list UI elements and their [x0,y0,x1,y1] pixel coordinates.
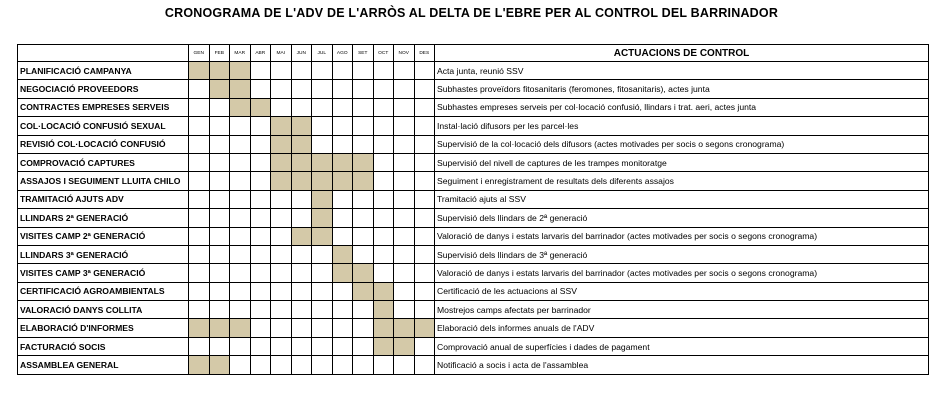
month-cell [414,245,435,263]
task-name: COL·LOCACIÓ CONFUSIÓ SEXUAL [18,117,189,135]
month-cell-active [209,356,230,374]
month-cell [414,356,435,374]
month-header: AGO [332,45,353,62]
month-cell-active [373,301,394,319]
month-header: MAR [230,45,251,62]
month-cell [230,356,251,374]
task-name: LLINDARS 2ª GENERACIÓ [18,209,189,227]
month-cell [189,282,210,300]
action-description: Seguiment i enregistrament de resultats dels diferents assajos [435,172,929,190]
month-cell [394,264,415,282]
month-cell [373,117,394,135]
month-cell [332,209,353,227]
month-cell [353,80,374,98]
month-cell [209,245,230,263]
action-description: Subhastes proveïdors fitosanitaris (feromones, fitosanitaris), actes junta [435,80,929,98]
month-cell-active [332,153,353,171]
action-description: Supervisió del nivell de captures de les trampes monitoratge [435,153,929,171]
month-cell [312,356,333,374]
month-cell [250,337,271,355]
month-cell [291,301,312,319]
month-cell [250,282,271,300]
task-name: ELABORACIÓ D'INFORMES [18,319,189,337]
month-cell [230,117,251,135]
month-cell [189,209,210,227]
month-cell [230,282,251,300]
month-cell [209,264,230,282]
month-cell [189,337,210,355]
month-cell [414,209,435,227]
table-row [18,301,929,319]
month-cell [332,337,353,355]
month-cell-active [373,319,394,337]
month-cell [414,172,435,190]
month-cell [271,301,292,319]
month-cell [209,117,230,135]
task-name: VISITES CAMP 2ª GENERACIÓ [18,227,189,245]
month-cell [291,337,312,355]
month-cell [189,135,210,153]
month-header: OCT [373,45,394,62]
month-cell [230,135,251,153]
task-name: CERTIFICACIÓ AGROAMBIENTALS [18,282,189,300]
month-cell [209,337,230,355]
action-description: Tramitació ajuts al SSV [435,190,929,208]
month-cell [250,117,271,135]
month-cell [230,153,251,171]
month-cell [312,264,333,282]
table-row [18,227,929,245]
month-cell-active [332,172,353,190]
table-row [18,282,929,300]
month-cell [271,319,292,337]
month-cell [312,80,333,98]
month-cell-active [353,172,374,190]
month-cell [291,209,312,227]
month-cell [353,337,374,355]
action-description: Instal·lació difusors per les parcel·les [435,117,929,135]
month-cell [209,153,230,171]
month-cell [291,319,312,337]
table-row [18,337,929,355]
month-cell [394,153,415,171]
month-cell [353,117,374,135]
month-cell [353,209,374,227]
table-row [18,117,929,135]
month-cell [332,301,353,319]
month-cell [271,337,292,355]
month-header: JUL [312,45,333,62]
header-row [18,45,929,62]
month-header: GEN [189,45,210,62]
month-cell [373,80,394,98]
month-cell [353,301,374,319]
month-cell [394,80,415,98]
month-cell [209,227,230,245]
table-row [18,172,929,190]
table-row [18,80,929,98]
month-cell [209,98,230,116]
task-name: VISITES CAMP 3ª GENERACIÓ [18,264,189,282]
month-cell [414,80,435,98]
month-header: DES [414,45,435,62]
month-cell [394,172,415,190]
month-cell [353,319,374,337]
month-cell [414,190,435,208]
month-cell [373,245,394,263]
month-cell-active [332,245,353,263]
action-description: Elaboració dels informes anuals de l'ADV [435,319,929,337]
action-description: Acta junta, reunió SSV [435,62,929,80]
month-cell [414,337,435,355]
month-cell [271,356,292,374]
month-cell [332,319,353,337]
month-cell [291,80,312,98]
month-cell [353,190,374,208]
month-cell [230,227,251,245]
month-cell-active [189,319,210,337]
task-name: TRAMITACIÓ AJUTS ADV [18,190,189,208]
month-cell [394,117,415,135]
month-cell [394,190,415,208]
month-cell [332,190,353,208]
month-cell [209,172,230,190]
month-cell [230,337,251,355]
month-cell [414,227,435,245]
month-cell [332,227,353,245]
table-row [18,135,929,153]
month-cell [250,190,271,208]
month-cell [230,264,251,282]
month-cell [291,98,312,116]
month-cell-active [189,356,210,374]
month-cell-active [414,319,435,337]
month-cell-active [209,62,230,80]
month-cell-active [291,135,312,153]
month-cell [414,282,435,300]
month-header: NOV [394,45,415,62]
month-cell [312,135,333,153]
task-name: PLANIFICACIÓ CAMPANYA [18,62,189,80]
month-header: MAI [271,45,292,62]
month-cell [250,227,271,245]
actions-header: ACTUACIONS DE CONTROL [435,45,929,62]
month-cell-active [230,80,251,98]
task-name: COMPROVACIÓ CAPTURES [18,153,189,171]
month-cell [271,80,292,98]
month-cell [291,264,312,282]
action-description: Supervisió de la col·locació dels difusors (actes motivades per socis o segons cronograma) [435,135,929,153]
month-cell [332,62,353,80]
month-cell [291,62,312,80]
table-row [18,98,929,116]
month-cell-active [291,227,312,245]
month-cell [353,245,374,263]
month-cell [250,209,271,227]
task-name: ASSAMBLEA GENERAL [18,356,189,374]
month-cell [189,98,210,116]
month-cell [250,62,271,80]
month-cell-active [353,282,374,300]
month-cell [271,98,292,116]
month-cell-active [291,117,312,135]
task-name: LLINDARS 3ª GENERACIÓ [18,245,189,263]
action-description: Subhastes empreses serveis per col·locació confusió, llindars i trat. aeri, actes junta [435,98,929,116]
corner-cell [18,45,189,62]
table-row [18,153,929,171]
month-cell [230,209,251,227]
month-cell [414,153,435,171]
month-cell [332,282,353,300]
task-name: REVISIÓ COL·LOCACIÓ CONFUSIÓ [18,135,189,153]
month-cell-active [373,337,394,355]
month-cell [271,282,292,300]
task-name: CONTRACTES EMPRESES SERVEIS [18,98,189,116]
month-cell-active [312,190,333,208]
month-cell-active [394,337,415,355]
table-row [18,319,929,337]
month-cell-active [312,227,333,245]
month-cell-active [373,282,394,300]
month-cell [414,301,435,319]
month-cell [353,356,374,374]
month-cell [332,135,353,153]
month-cell [373,172,394,190]
month-cell-active [271,153,292,171]
month-cell [312,319,333,337]
month-cell-active [250,98,271,116]
month-cell [189,80,210,98]
month-cell [394,227,415,245]
month-cell [209,190,230,208]
month-cell [250,264,271,282]
month-cell [189,153,210,171]
month-cell [271,264,292,282]
month-cell-active [271,172,292,190]
action-description: Comprovació anual de superfícies i dades de pagament [435,337,929,355]
month-header: FEB [209,45,230,62]
month-cell [373,209,394,227]
month-cell [230,190,251,208]
month-cell [394,135,415,153]
month-cell [250,301,271,319]
month-cell [250,319,271,337]
action-description: Valoració de danys i estats larvaris del barrinador (actes motivades per socis o segons cronograma) [435,264,929,282]
month-cell [312,117,333,135]
month-cell [189,172,210,190]
month-cell [250,356,271,374]
month-cell [250,153,271,171]
table-row [18,209,929,227]
month-cell [373,227,394,245]
month-cell [209,282,230,300]
month-cell [291,282,312,300]
month-cell [373,135,394,153]
month-cell [250,172,271,190]
month-cell [189,117,210,135]
task-name: ASSAJOS I SEGUIMENT LLUITA CHILO [18,172,189,190]
month-cell [209,301,230,319]
table-row [18,245,929,263]
month-cell [189,264,210,282]
task-name: NEGOCIACIÓ PROVEEDORS [18,80,189,98]
month-cell [394,301,415,319]
action-description: Supervisió dels llindars de 3ª generació [435,245,929,263]
month-cell [353,227,374,245]
month-cell [291,356,312,374]
month-cell-active [394,319,415,337]
month-cell [332,80,353,98]
month-cell [373,264,394,282]
month-cell-active [332,264,353,282]
month-cell [353,98,374,116]
month-header: JUN [291,45,312,62]
month-cell-active [291,172,312,190]
month-cell [312,98,333,116]
month-cell [353,62,374,80]
month-cell [414,117,435,135]
action-description: Notificació a socis i acta de l'assamblea [435,356,929,374]
action-description: Certificació de les actuacions al SSV [435,282,929,300]
month-cell [414,62,435,80]
month-cell [271,209,292,227]
table-row [18,62,929,80]
month-cell-active [230,319,251,337]
month-cell [394,98,415,116]
month-cell [271,245,292,263]
month-cell [394,282,415,300]
action-description: Mostrejos camps afectats per barrinador [435,301,929,319]
month-cell-active [312,209,333,227]
month-cell [394,356,415,374]
month-cell [189,301,210,319]
month-cell [332,356,353,374]
month-cell-active [230,98,251,116]
month-header: SET [353,45,374,62]
month-cell [332,98,353,116]
month-cell-active [230,62,251,80]
month-cell [291,190,312,208]
month-cell [312,245,333,263]
month-cell [250,245,271,263]
month-cell [332,117,353,135]
month-cell [312,282,333,300]
schedule-table [17,44,929,375]
month-cell-active [353,264,374,282]
month-cell-active [312,172,333,190]
month-cell [189,190,210,208]
table-row [18,356,929,374]
month-cell [414,264,435,282]
month-cell [271,62,292,80]
month-cell-active [291,153,312,171]
task-name: FACTURACIÓ SOCIS [18,337,189,355]
month-cell [414,98,435,116]
month-cell [230,301,251,319]
month-cell [271,190,292,208]
month-cell [394,62,415,80]
month-cell [394,245,415,263]
month-cell [230,245,251,263]
table-row [18,264,929,282]
action-description: Supervisió dels llindars de 2ª generació [435,209,929,227]
month-cell [250,80,271,98]
month-cell [394,209,415,227]
month-cell-active [209,80,230,98]
month-cell [373,153,394,171]
month-cell-active [271,135,292,153]
month-cell-active [209,319,230,337]
month-header: ABR [250,45,271,62]
month-cell [209,135,230,153]
month-cell [373,190,394,208]
month-cell [373,356,394,374]
month-cell [414,135,435,153]
month-cell [353,135,374,153]
month-cell [189,245,210,263]
action-description: Valoració de danys i estats larvaris del barrinador (actes motivades per socis o segons cronograma) [435,227,929,245]
month-cell [312,337,333,355]
month-cell [230,172,251,190]
month-cell-active [353,153,374,171]
month-cell [373,62,394,80]
month-cell [312,301,333,319]
page-title: CRONOGRAMA DE L'ADV DE L'ARRÒS AL DELTA DE L'EBRE PER AL CONTROL DEL BARRINADOR [164,6,779,20]
month-cell-active [189,62,210,80]
month-cell [271,227,292,245]
month-cell [189,227,210,245]
month-cell-active [271,117,292,135]
task-name: VALORACIÓ DANYS COLLITA [18,301,189,319]
month-cell [291,245,312,263]
month-cell-active [312,153,333,171]
table-row [18,190,929,208]
month-cell [250,135,271,153]
month-cell [373,98,394,116]
month-cell [209,209,230,227]
month-cell [312,62,333,80]
